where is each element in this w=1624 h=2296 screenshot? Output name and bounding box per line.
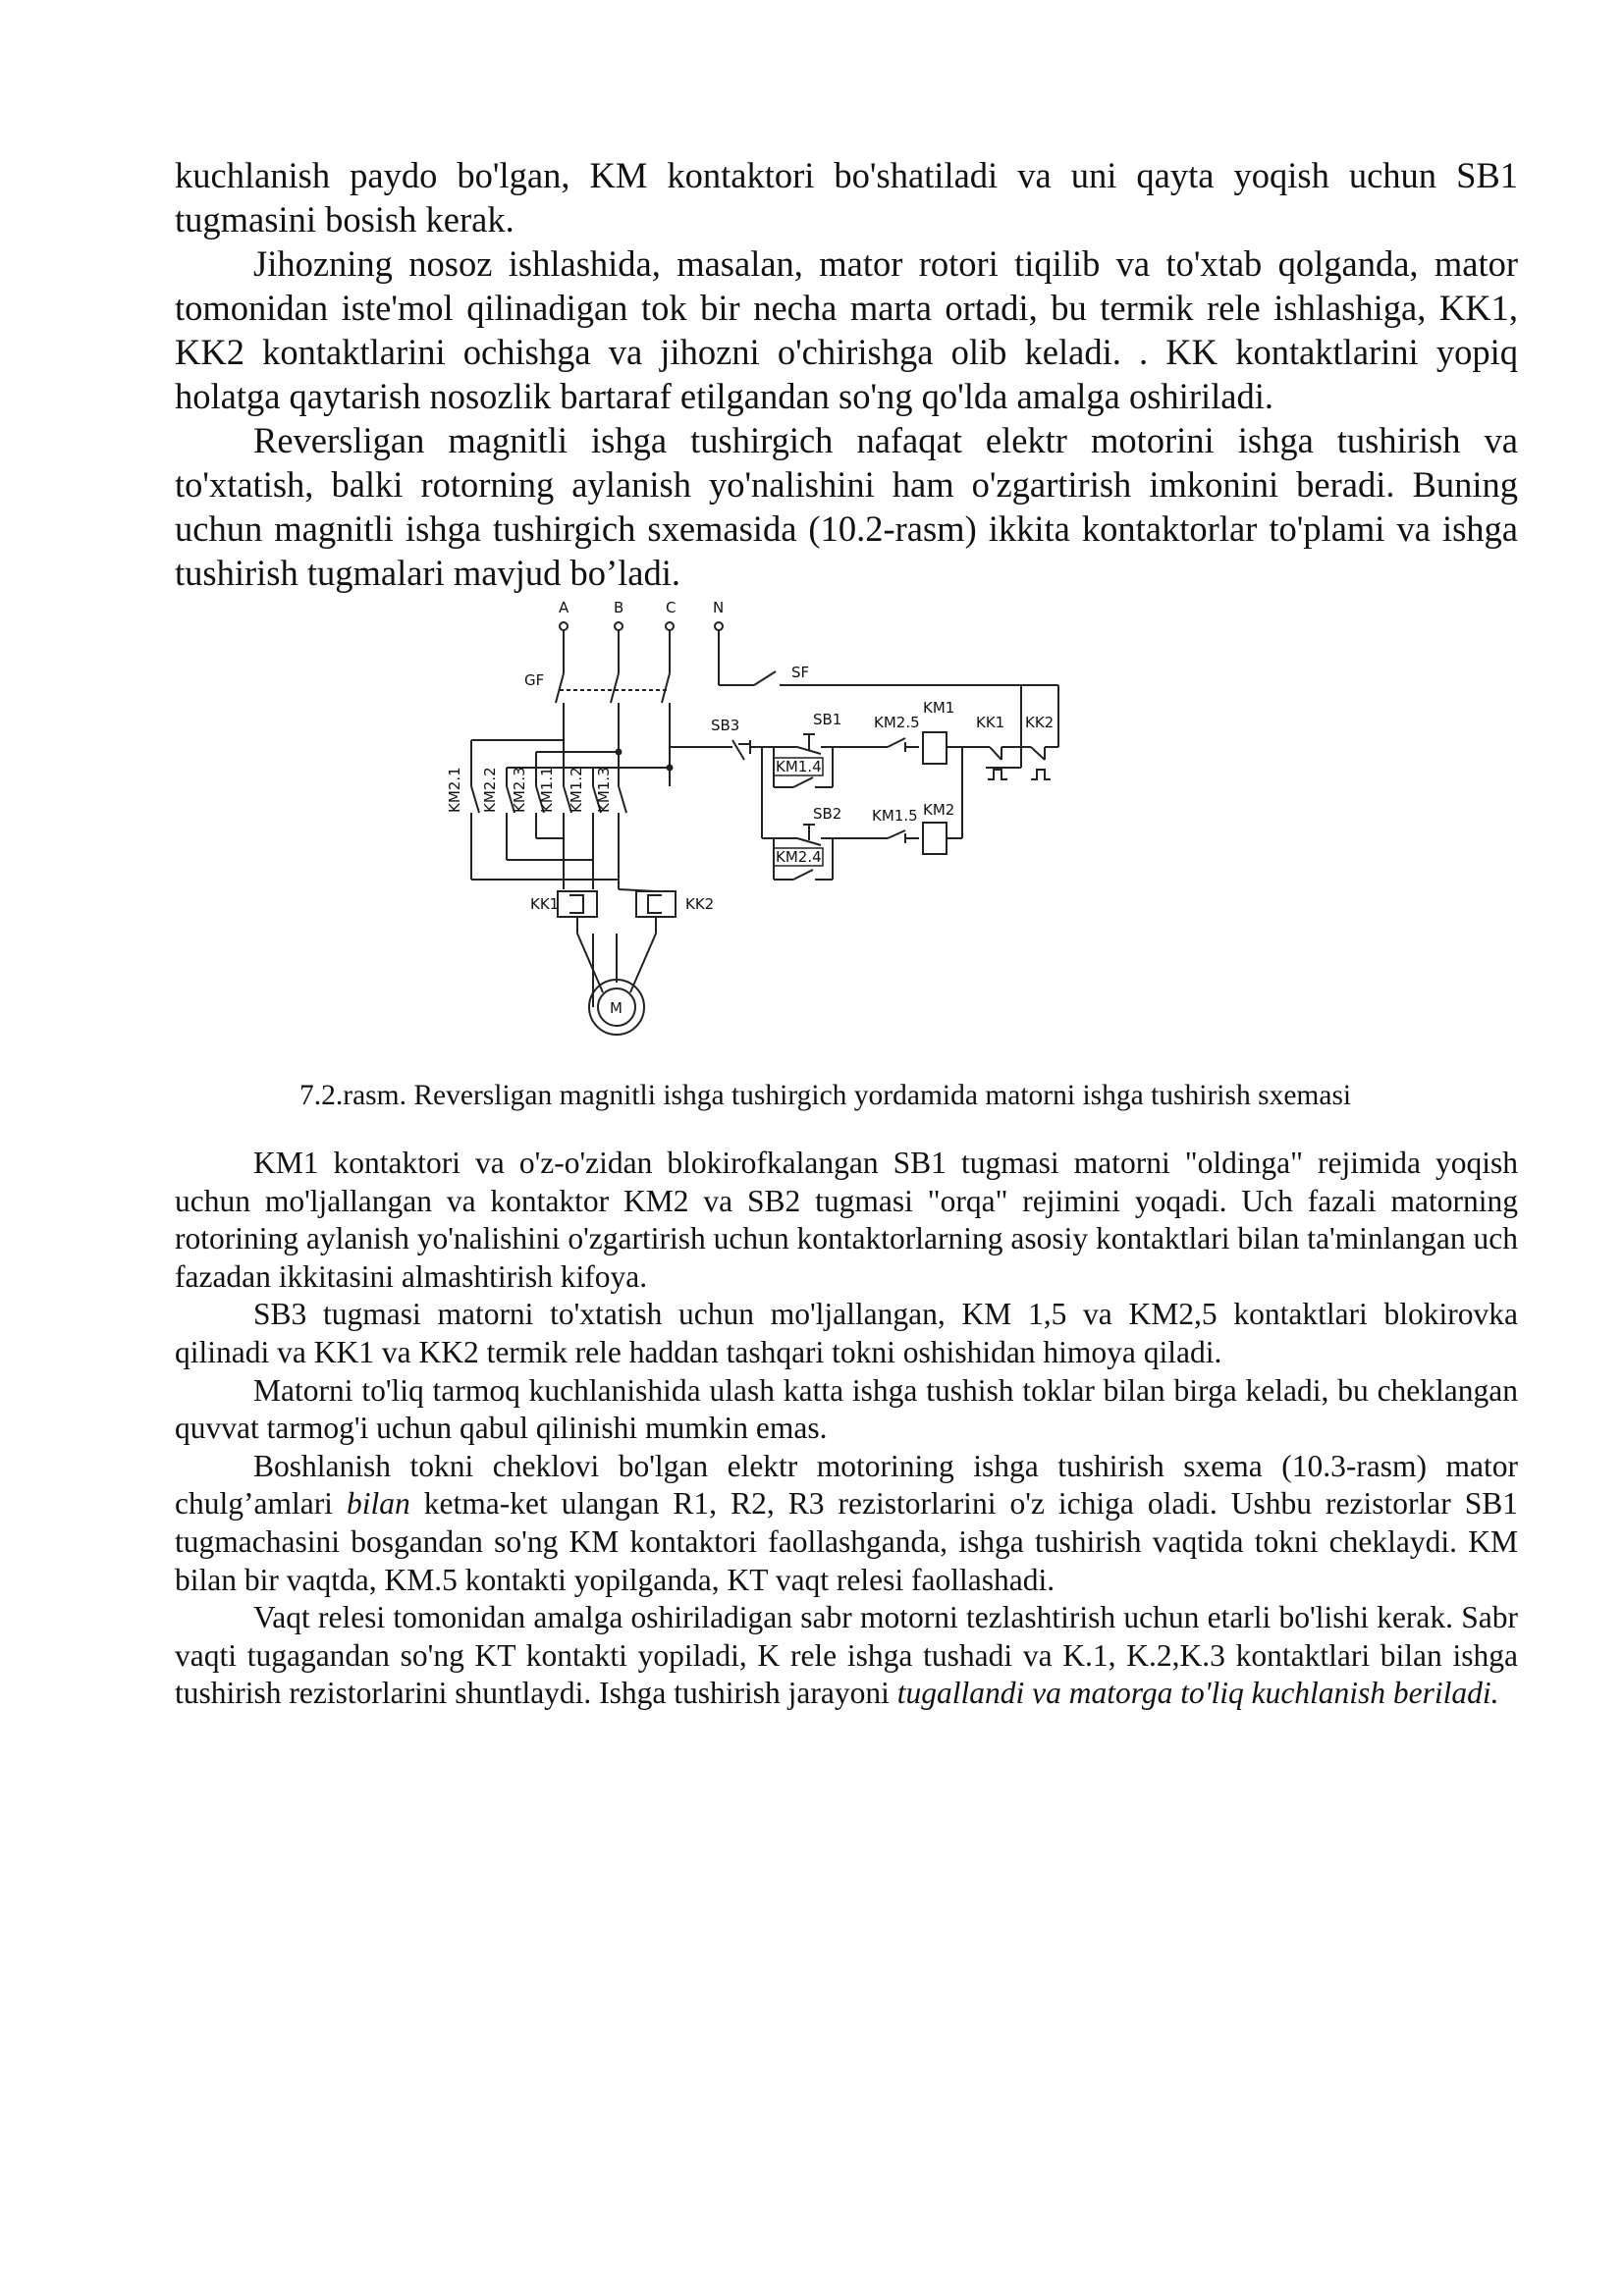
label-kk1-heater: KK1 <box>530 895 560 913</box>
label-gf: GF <box>524 671 545 689</box>
label-km2-coil: KM2 <box>923 801 955 819</box>
circuit-diagram-figure <box>175 595 1518 1076</box>
terminal-c <box>666 622 674 630</box>
paragraph-7-italic: bilan <box>346 1486 410 1522</box>
paragraph-1: kuchlanish paydo bo'lgan, KM kontaktori bo'shatiladi va uni qayta yoqish uchun SB1 tugmasini bosish kerak. <box>175 155 1518 240</box>
paragraph-7-part-b: ketma-ket ulangan R1, R2, R3 rezistorlarini o'z ichiga oladi. Ushbu rezistorlar SB1 tugmachasini bosgandan so'ng KM kontaktori faollashganda, ishga tushirish vaqtida tokni cheklaydi. KM bilan bir vaqtda, KM.5 kontakti yopilganda, KT vaqt relesi faollashadi. <box>175 1486 1518 1597</box>
label-phase-b: B <box>614 599 624 616</box>
reversing-starter-circuit-diagram <box>420 595 1245 1076</box>
paragraph-5: SB3 tugmasi matorni to'xtatish uchun mo'ljallangan, KM 1,5 va KM2,5 kontaktlari blokirovka qilinadi va KK1 va KK2 termik rele haddan tashqari tokni oshishidan himoya qiladi. <box>175 1297 1518 1369</box>
label-km15: KM1.5 <box>872 807 918 825</box>
terminal-a <box>560 622 568 630</box>
terminal-b <box>615 622 623 630</box>
label-kk2-contact: KK2 <box>1025 714 1055 731</box>
label-km21: KM2.1 <box>446 767 463 813</box>
document-page <box>175 153 1518 1713</box>
label-sb3: SB3 <box>711 717 740 734</box>
paragraph-8 <box>175 1599 1518 1713</box>
terminal-n <box>715 622 723 630</box>
paragraph-8-italic: tugallandi va matorga to'liq kuchlanish beriladi. <box>896 1676 1499 1711</box>
label-kk2-heater: KK2 <box>685 895 715 913</box>
figure-caption: 7.2.rasm. Reversligan magnitli ishga tushirgich yordamida matorni ishga tushirish sxemasi <box>299 1080 1352 1111</box>
label-km23: KM2.3 <box>511 767 528 813</box>
label-sb2: SB2 <box>813 805 842 823</box>
label-km11: KM1.1 <box>538 767 556 813</box>
label-motor: M <box>610 999 623 1017</box>
paragraph-7 <box>175 1448 1518 1599</box>
label-km1-coil: KM1 <box>923 699 955 717</box>
label-km13: KM1.3 <box>595 767 613 813</box>
label-sf: SF <box>791 664 810 681</box>
label-phase-n: N <box>713 599 725 616</box>
paragraph-7-part-a: Boshlanish tokni cheklovi bo'lgan elektr motorining ishga tushirish sxema (10.3-rasm) mator chulg’amlari <box>175 1448 1518 1522</box>
label-km25: KM2.5 <box>874 714 920 731</box>
paragraph-8-part-a: Vaqt relesi tomonidan amalga oshiriladigan sabr motorni tezlashtirish uchun etarli bo'lishi kerak. Sabr vaqti tugagandan so'ng KT kontakti yopiladi, K rele ishga tushadi va K.1, K.2,K.3 kontaktlari bilan ishga tushirish rezistorlarini shuntlaydi. Ishga tushirish jarayoni <box>175 1600 1518 1711</box>
paragraph-2: Jihozning nosoz ishlashida, masalan, mator rotori tiqilib va to'xtab qolganda, mator tomonidan iste'mol qilinadigan tok bir necha marta ortadi, bu termik rele ishlashiga, KK1, KK2 kontaktlarini ochishga va jihozni o'chirishga olib keladi. . KK kontaktlarini yopiq holatga qaytarish nosozlik bartaraf etilgandan so'ng qo'lda amalga oshiriladi. <box>175 243 1518 416</box>
label-kk1-contact: KK1 <box>976 714 1005 731</box>
label-km12: KM1.2 <box>568 767 585 813</box>
paragraph-4: KM1 kontaktori va o'z-o'zidan blokirofkalangan SB1 tugmasi matorni "oldinga" rejimida yoqish uchun mo'ljallangan va kontaktor KM2 va SB2 tugmasi "orqa" rejimini yoqadi. Uch fazali matorning rotorining aylanish yo'nalishini o'zgartirish uchun kontaktorlarning asosiy kontaktlari bilan ta'minlangan uch fazadan ikkitasini almashtirish kifoya. <box>175 1146 1518 1294</box>
paragraph-3: Reversligan magnitli ishga tushirgich nafaqat elektr motorini ishga tushirish va to'xtatish, balki rotorning aylanish yo'nalishini ham o'zgartirish imkonini beradi. Buning uchun magnitli ishga tushirgich sxemasida (10.2-rasm) ikkita kontaktorlar to'plami va ishga tushirish tugmalari mavjud bo’ladi. <box>175 420 1518 593</box>
label-km14: KM1.4 <box>776 758 822 775</box>
label-phase-c: C <box>666 599 677 616</box>
label-km22: KM2.2 <box>481 767 499 813</box>
paragraph-6: Matorni to'liq tarmoq kuchlanishida ulash katta ishga tushish toklar bilan birga keladi, bu cheklangan quvvat tarmog'i uchun qabul qilinishi mumkin emas. <box>175 1372 1518 1446</box>
label-km24: KM2.4 <box>776 848 822 866</box>
label-sb1: SB1 <box>813 711 842 728</box>
label-phase-a: A <box>559 599 569 616</box>
